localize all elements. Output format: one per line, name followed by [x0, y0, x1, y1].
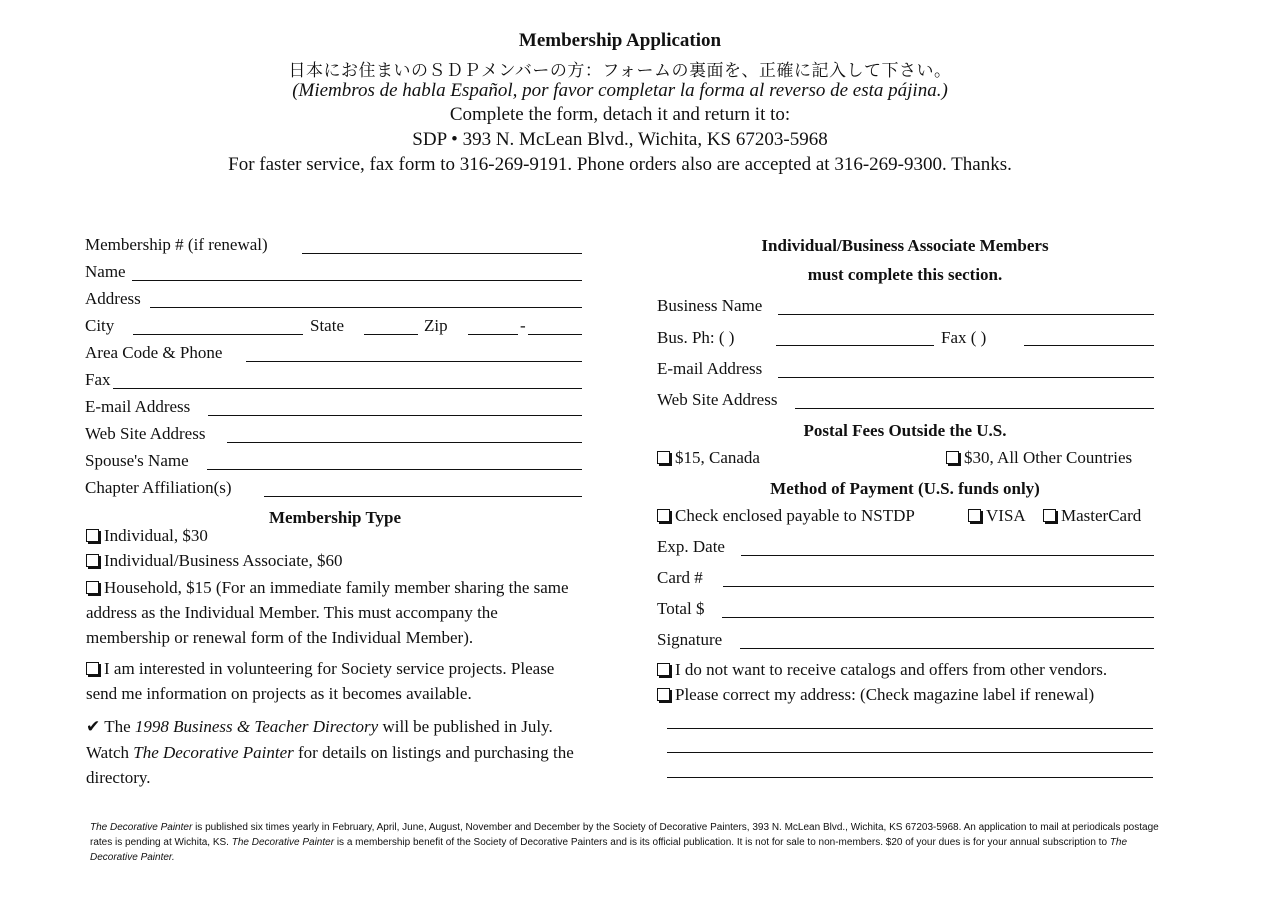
zip-extension-field[interactable] [528, 334, 582, 335]
household-option[interactable] [86, 575, 586, 650]
household-checkbox[interactable] [86, 581, 99, 594]
fax-label: Fax [85, 370, 111, 389]
mastercard-checkbox[interactable] [1043, 509, 1056, 522]
check-option[interactable] [657, 506, 915, 526]
membership-number-label: Membership # (if renewal) [85, 235, 268, 254]
canada-checkbox[interactable] [657, 451, 670, 464]
membership-type-heading: Membership Type [268, 508, 402, 527]
directory-title: 1998 Business & Teacher Directory [134, 717, 379, 736]
membership-number-field[interactable] [302, 253, 582, 254]
total-label: Total $ [657, 599, 705, 618]
spouse-field[interactable] [207, 469, 582, 470]
directory-end: for details on listings and purchasing the directory. [86, 743, 574, 787]
volunteer-label: I am interested in volunteering for Society service projects. Please send me information on projects as it becomes available. [86, 659, 555, 703]
corrected-address-line-2[interactable] [667, 752, 1153, 753]
address-label: Address [85, 289, 141, 308]
business-web-label: Web Site Address [657, 390, 778, 409]
business-fax-label: Fax ( ) [941, 328, 987, 347]
card-number-label: Card # [657, 568, 703, 587]
postal-fees-heading: Postal Fees Outside the U.S. [803, 421, 1007, 440]
check-label: Check enclosed payable to NSTDP [675, 506, 915, 525]
individual-checkbox[interactable] [86, 529, 99, 542]
volunteer-option[interactable] [86, 656, 576, 706]
chapter-field[interactable] [264, 496, 582, 497]
email-label: E-mail Address [85, 397, 191, 416]
magazine-title: The Decorative Painter [133, 743, 294, 762]
phone-label: Area Code & Phone [85, 343, 223, 362]
business-associate-option[interactable] [86, 551, 342, 571]
footer-magazine-title-1: The Decorative Painter [90, 822, 193, 833]
signature-field[interactable] [740, 648, 1154, 649]
check-checkbox[interactable] [657, 509, 670, 522]
zip-label: Zip [424, 316, 448, 335]
checkmark-icon: ✔ [86, 717, 101, 737]
chapter-label: Chapter Affiliation(s) [85, 478, 232, 497]
other-countries-checkbox[interactable] [946, 451, 959, 464]
visa-label: VISA [986, 506, 1026, 525]
exp-date-label: Exp. Date [657, 537, 725, 556]
canada-label: $15, Canada [675, 448, 760, 467]
correct-address-label: Please correct my address: (Check magazine label if renewal) [675, 685, 1095, 704]
business-phone-label: Bus. Ph: ( ) [657, 328, 735, 347]
canada-option[interactable] [657, 448, 760, 468]
associate-subheading: must complete this section. [807, 265, 1003, 284]
no-catalogs-option[interactable] [657, 660, 1107, 680]
form-title: Membership Application [518, 30, 722, 51]
fax-field[interactable] [113, 388, 582, 389]
correct-address-checkbox[interactable] [657, 688, 670, 701]
corrected-address-line-1[interactable] [667, 728, 1153, 729]
business-fax-field[interactable] [1024, 345, 1154, 346]
directory-the: The [104, 717, 131, 736]
business-email-label: E-mail Address [657, 359, 763, 378]
footer-text-1: is published six times yearly in February, April, June, August, November and December by the Society of Decorative Painters, 393 N. McLean Blvd., Wichita, KS 67203-5968. An application to mail at periodicals postage rates is pending at Wichita, KS. [90, 822, 1159, 848]
zip-field[interactable] [468, 334, 518, 335]
business-associate-label: Individual/Business Associate, $60 [104, 551, 343, 570]
other-countries-option[interactable] [946, 448, 1132, 468]
name-label: Name [85, 262, 126, 281]
correct-address-option[interactable] [657, 685, 1094, 705]
email-field[interactable] [208, 415, 582, 416]
household-label: Household, $15 (For an immediate family member sharing the same address as the Individual Member. This must accompany the membership or renewal form of the Individual Member). [86, 578, 569, 647]
visa-option[interactable] [968, 506, 1026, 526]
instructions: Complete the form, detach it and return it to: [449, 104, 791, 125]
footer-text-2: is a membership benefit of the Society of Decorative Painters and is its official publication. It is not for sale to non-members. $20 of your dues is for your annual subscription to [336, 837, 1108, 848]
signature-label: Signature [657, 630, 723, 649]
footer-magazine-title-3: The Decorative Painter. [90, 837, 1128, 863]
no-catalogs-label: I do not want to receive catalogs and offers from other vendors. [675, 660, 1108, 679]
business-phone-field[interactable] [776, 345, 934, 346]
mastercard-option[interactable] [1043, 506, 1141, 526]
web-label: Web Site Address [85, 424, 206, 443]
business-associate-checkbox[interactable] [86, 554, 99, 567]
business-name-field[interactable] [778, 314, 1154, 315]
footer-magazine-title-2: The Decorative Painter [231, 837, 335, 848]
publication-notice [90, 820, 1170, 865]
spouse-label: Spouse's Name [85, 451, 189, 470]
no-catalogs-checkbox[interactable] [657, 663, 670, 676]
fax-phone-note: For faster service, fax form to 316-269-9191. Phone orders also are accepted at 316-269-9300. Thanks. [228, 154, 1012, 175]
business-email-field[interactable] [778, 377, 1154, 378]
city-field[interactable] [133, 334, 303, 335]
name-field[interactable] [132, 280, 582, 281]
exp-date-field[interactable] [741, 555, 1154, 556]
web-field[interactable] [227, 442, 582, 443]
state-label: State [310, 316, 344, 335]
spanish-note: (Miembros de habla Español, por favor completar la forma al reverso de esta pájina.) [292, 80, 948, 101]
card-number-field[interactable] [723, 586, 1154, 587]
volunteer-checkbox[interactable] [86, 662, 99, 675]
business-web-field[interactable] [795, 408, 1154, 409]
directory-mid: will be published in July. Watch [86, 717, 553, 762]
corrected-address-line-3[interactable] [667, 777, 1153, 778]
state-field[interactable] [364, 334, 418, 335]
mailing-address: SDP • 393 N. McLean Blvd., Wichita, KS 67203-5968 [412, 129, 828, 150]
other-countries-label: $30, All Other Countries [964, 448, 1133, 467]
directory-note [86, 714, 576, 790]
individual-label: Individual, $30 [104, 526, 208, 545]
visa-checkbox[interactable] [968, 509, 981, 522]
mastercard-label: MasterCard [1061, 506, 1142, 525]
business-name-label: Business Name [657, 296, 763, 315]
associate-heading: Individual/Business Associate Members [761, 236, 1049, 255]
total-field[interactable] [722, 617, 1154, 618]
phone-field[interactable] [246, 361, 582, 362]
individual-option[interactable] [86, 526, 208, 546]
japanese-note: 日本にお住まいのＳＤＰメンバーの方：フォームの裏面を、正確に記入して下さい。 [288, 61, 952, 81]
address-field[interactable] [150, 307, 582, 308]
city-label: City [85, 316, 115, 335]
zip-dash: - [520, 316, 526, 335]
payment-heading: Method of Payment (U.S. funds only) [770, 479, 1040, 498]
